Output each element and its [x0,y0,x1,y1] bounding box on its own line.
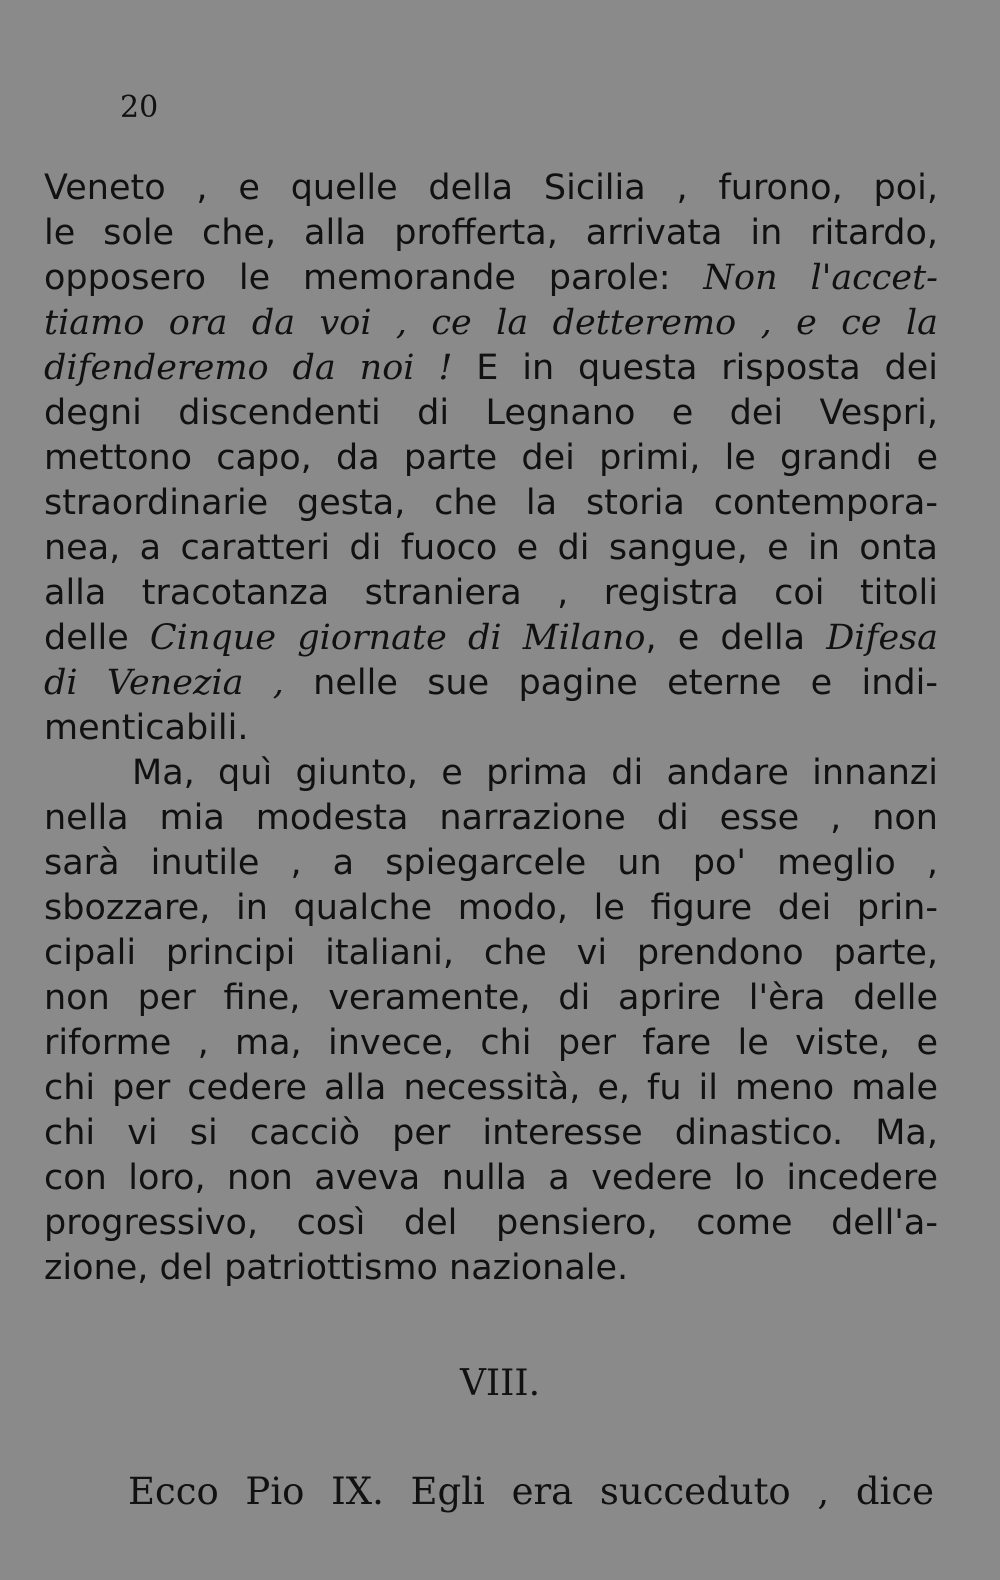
text-span: alla tracotanza straniera , registra coi titoli [44,573,938,613]
text-span: chi per cedere alla necessità, e, fu il meno male [44,1068,938,1108]
italic-span: difenderemo da noi ! [44,348,453,388]
text-line [44,1201,938,1246]
text-line [44,976,938,1021]
text-span: E in questa risposta dei [452,348,938,388]
text-span: Veneto , e quelle della Sicilia , furono, poi, [44,168,938,208]
text-span: le sole che, alla profferta, arrivata in ritardo, [44,213,938,253]
text-span: con loro, non aveva nulla a vedere lo incedere [44,1158,938,1198]
italic-span: di Venezia , [44,663,284,703]
text-span: riforme , ma, invece, chi per fare le viste, e [44,1023,938,1063]
text-span: nella mia modesta narrazione di esse , non [44,798,938,838]
text-line [44,211,938,256]
text-span: non per fine, veramente, di aprire l'èra delle [44,978,938,1018]
text-line [44,661,938,706]
text-span: , e della [645,618,827,658]
text-line [44,166,938,211]
text-line [44,751,938,796]
text-line [44,616,938,661]
final-line: Ecco Pio IX. Egli era succeduto , dice [128,1470,934,1513]
text-span: nea, a caratteri di fuoco e di sangue, e in onta [44,528,938,568]
text-line [44,256,938,301]
text-span: straordinarie gesta, che la storia contempora- [44,483,938,523]
text-span: delle [44,618,150,658]
text-line [44,1156,938,1201]
italic-span: Non l'accet- [703,258,938,298]
page-number: 20 [120,90,159,125]
text-span: progressivo, così del pensiero, come dell'a- [44,1203,938,1243]
text-span: opposero le memorande parole: [44,258,704,298]
text-line [44,1021,938,1066]
italic-span: tiamo ora da voi , ce la detteremo , e ce la [44,303,938,343]
text-line [44,391,938,436]
section-heading: VIII. [459,1363,541,1404]
text-line [44,571,938,616]
text-line [44,436,938,481]
text-line [44,841,938,886]
text-span: nelle sue pagine eterne e indi- [283,663,938,703]
italic-span: Cinque giornate di Milano [149,618,646,658]
text-line [44,526,938,571]
text-line [44,301,938,346]
text-line [44,706,938,751]
text-line [44,1111,938,1156]
body-text [44,166,938,1291]
text-span: degni discendenti di Legnano e dei Vespri, [44,393,938,433]
text-line [44,1246,938,1291]
text-line [44,1066,938,1111]
text-span: menticabili. [44,708,249,748]
text-line [44,796,938,841]
text-span: cipali principi italiani, che vi prendono parte, [44,933,938,973]
text-line [44,931,938,976]
text-line [44,886,938,931]
text-span: chi vi si cacciò per interesse dinastico. Ma, [44,1113,938,1153]
text-span: zione, del patriottismo nazionale. [44,1248,629,1288]
text-span: Ma, quì giunto, e prima di andare innanzi [132,753,938,793]
text-line [44,481,938,526]
text-line [44,346,938,391]
text-span: sbozzare, in qualche modo, le figure dei prin- [44,888,938,928]
text-span: sarà inutile , a spiegarcele un po' meglio , [44,843,938,883]
italic-span: Difesa [826,618,938,658]
text-span: mettono capo, da parte dei primi, le grandi e [44,438,938,478]
